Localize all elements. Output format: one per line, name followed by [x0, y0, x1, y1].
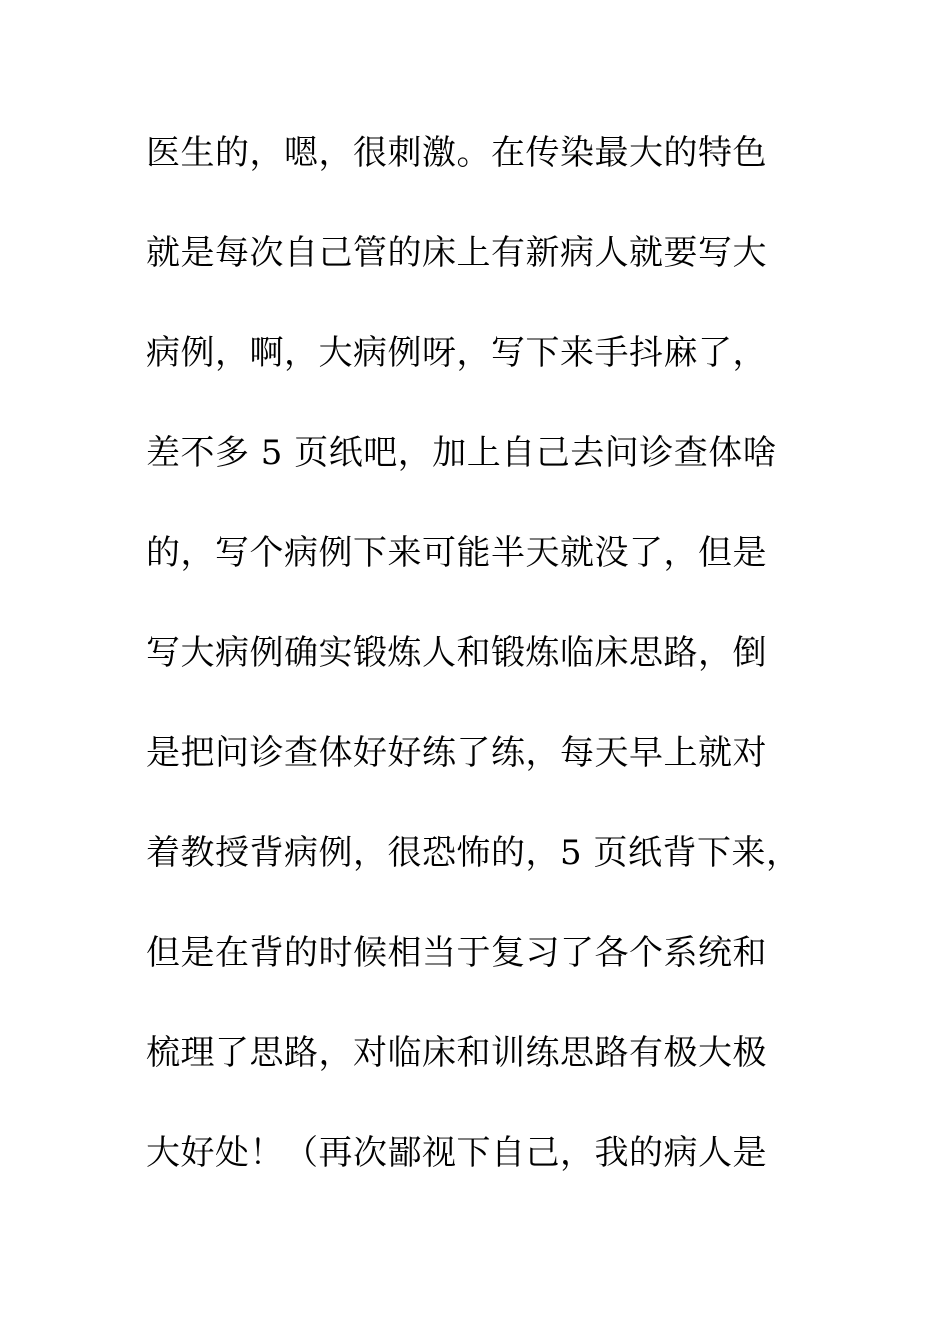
- text-line: 就是每次自己管的床上有新病人就要写大: [146, 233, 767, 273]
- text-line: 医生的，嗯，很刺激。在传染最大的特色: [146, 133, 767, 173]
- text-line: 但是在背的时候相当于复习了各个系统和: [146, 933, 767, 973]
- text-line: 着教授背病例，很恐怖的，5 页纸背下来，: [146, 833, 801, 873]
- text-line: 病例，啊，大病例呀，写下来手抖麻了，: [146, 333, 767, 373]
- text-line: 差不多 5 页纸吧，加上自己去问诊查体啥: [146, 433, 778, 473]
- text-line: 大好处！（再次鄙视下自己，我的病人是: [146, 1133, 767, 1173]
- text-line: 的，写个病例下来可能半天就没了，但是: [146, 533, 767, 573]
- text-line: 是把问诊查体好好练了练，每天早上就对: [146, 733, 767, 773]
- text-line: 写大病例确实锻炼人和锻炼临床思路，倒: [146, 633, 767, 673]
- text-line: 梳理了思路，对临床和训练思路有极大极: [146, 1033, 767, 1073]
- body-text: [146, 128, 806, 1228]
